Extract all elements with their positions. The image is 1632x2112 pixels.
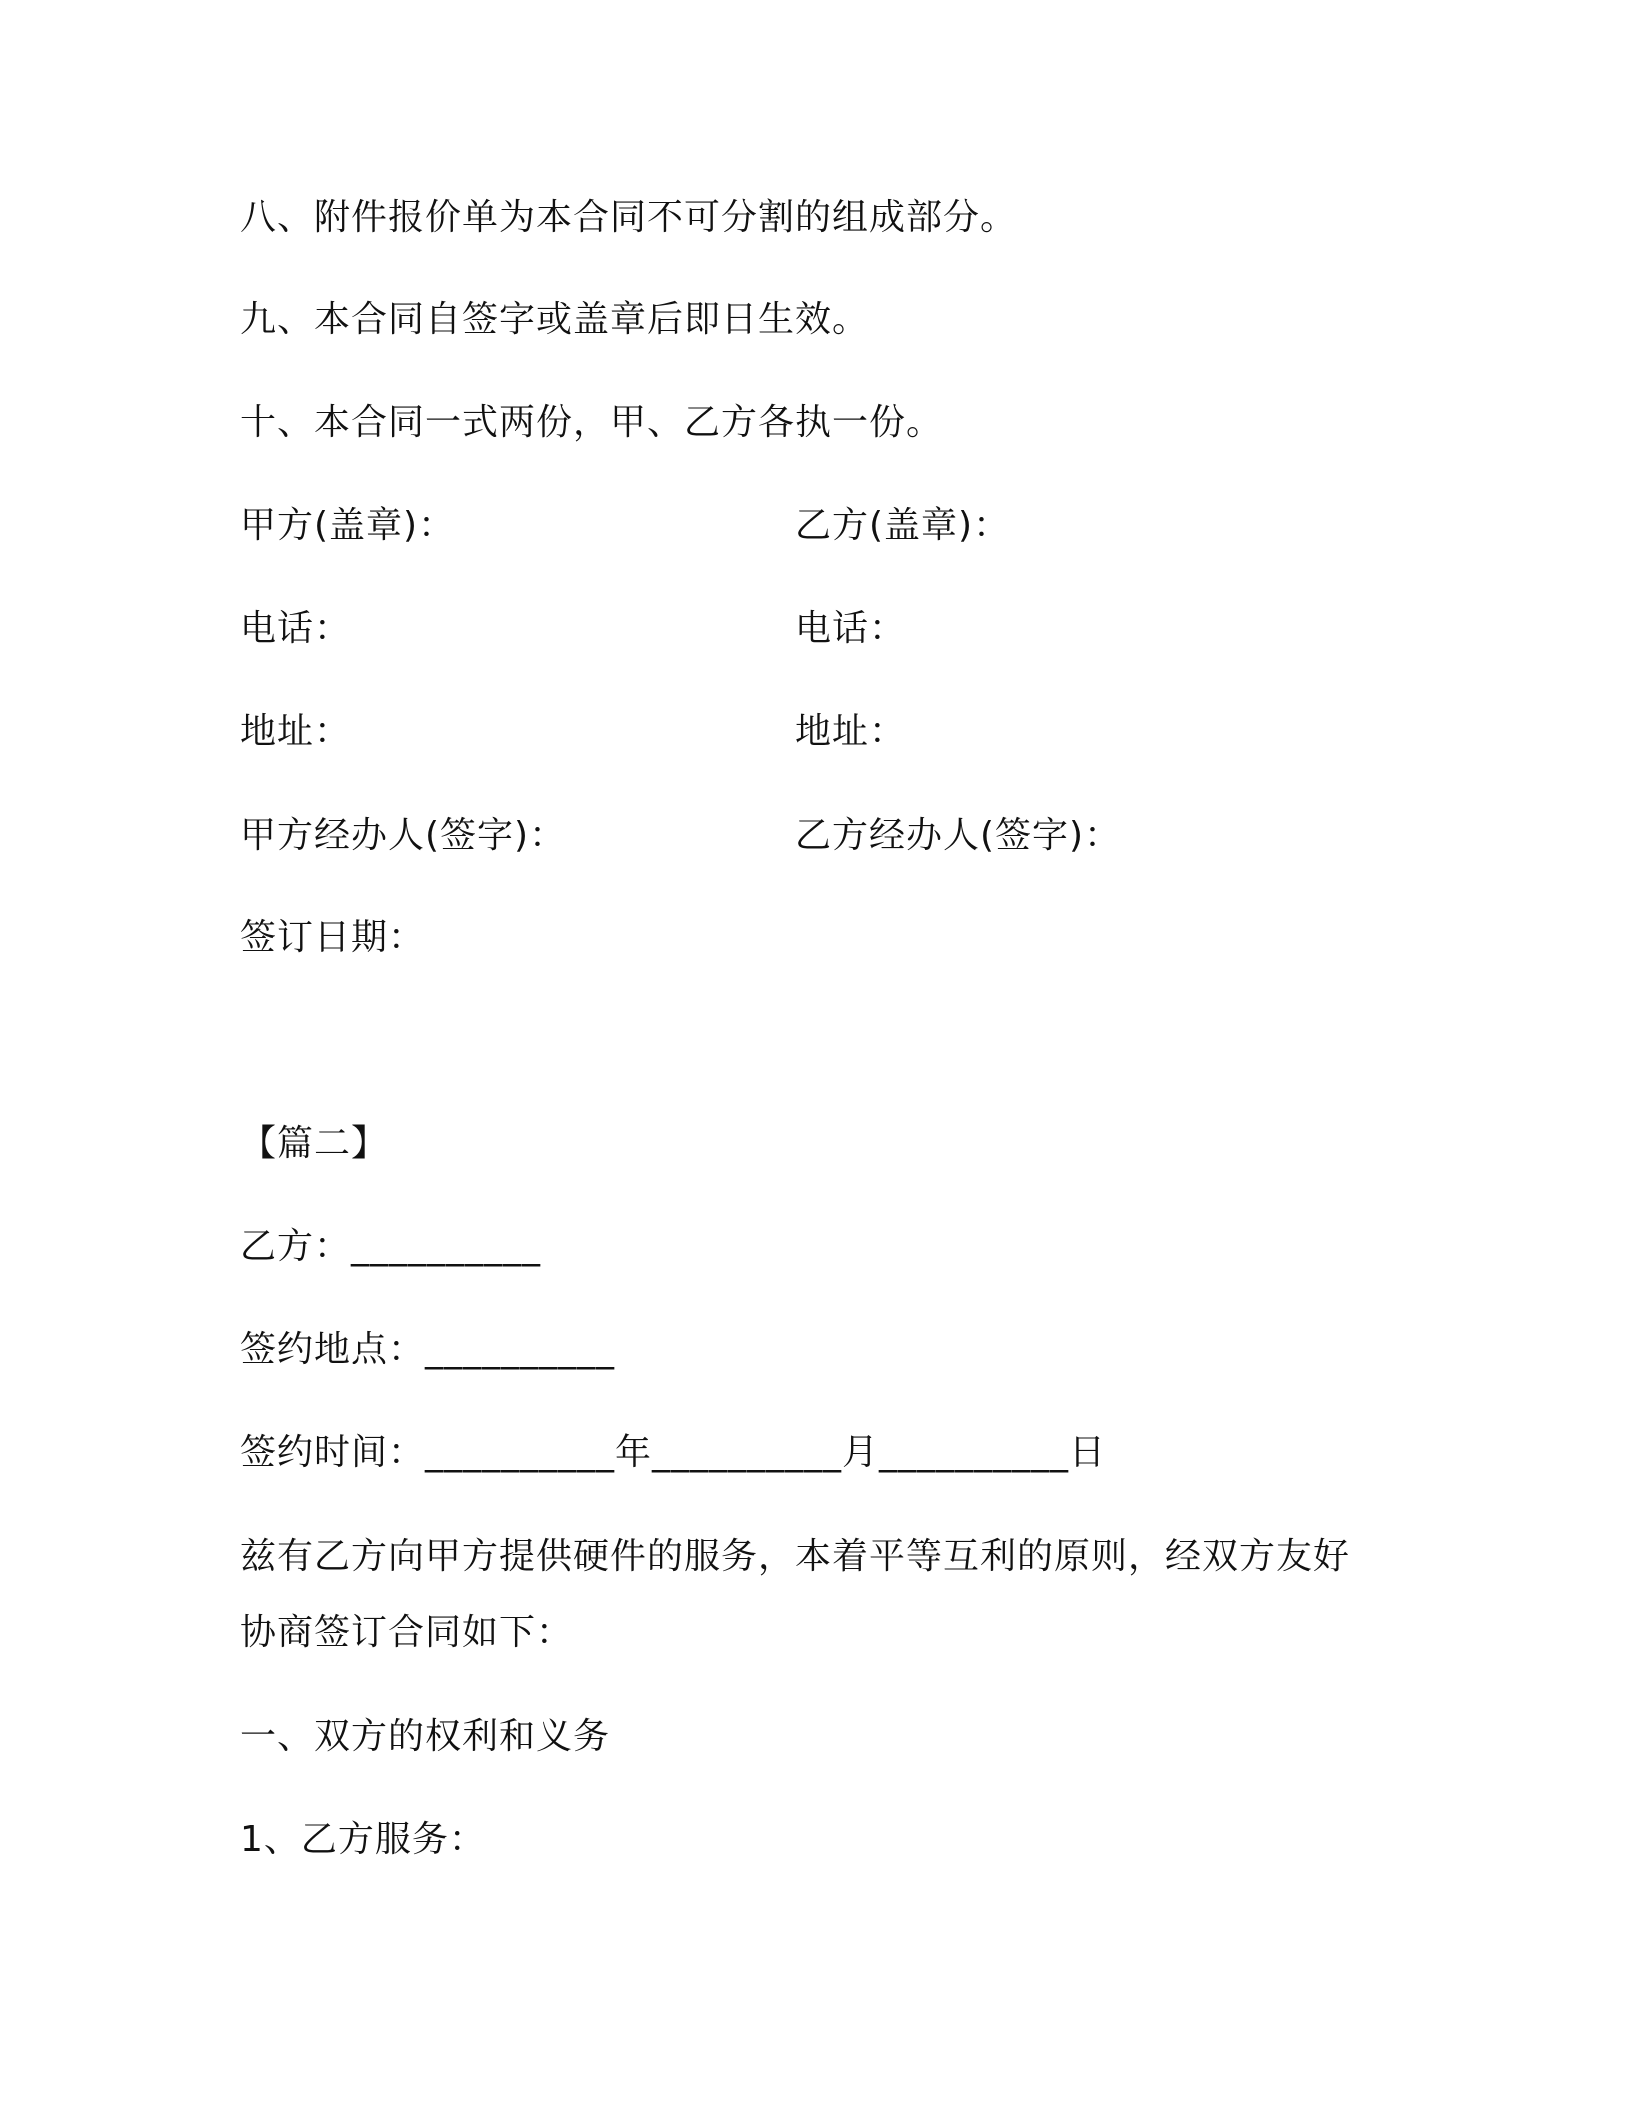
intro-paragraph-line-2: 协商签订合同如下： [240,1612,574,1653]
rights-obligations-heading: 一、双方的权利和义务 [240,1716,611,1757]
clause-9: 九、本合同自签字或盖章后即日生效。 [240,299,870,340]
clause-8: 八、附件报价单为本合同不可分割的组成部分。 [240,197,1018,238]
sign-place-field: 签约地点：__________ [240,1329,616,1370]
service-item: 1、乙方服务： [240,1819,486,1860]
party-a-seal-label: 甲方(盖章)： [240,505,456,546]
section-heading: 【篇二】 [240,1123,389,1164]
clause-10: 十、本合同一式两份，甲、乙方各执一份。 [240,402,944,443]
party-b-address-label: 地址： [795,711,907,752]
party-b-seal-label: 乙方(盖章)： [795,505,1011,546]
party-a-phone-label: 电话： [240,608,352,649]
sign-date-label: 签订日期： [240,917,426,958]
party-b-phone-label: 电话： [795,608,907,649]
sign-time-field: 签约时间：__________年__________月__________日 [240,1432,1107,1473]
party-b-agent-label: 乙方经办人(签字)： [795,815,1122,856]
party-b-field: 乙方：__________ [240,1226,542,1267]
intro-paragraph-line-1: 兹有乙方向甲方提供硬件的服务，本着平等互利的原则，经双方友好 [240,1536,1351,1577]
party-a-agent-label: 甲方经办人(签字)： [240,815,567,856]
party-a-address-label: 地址： [240,711,352,752]
